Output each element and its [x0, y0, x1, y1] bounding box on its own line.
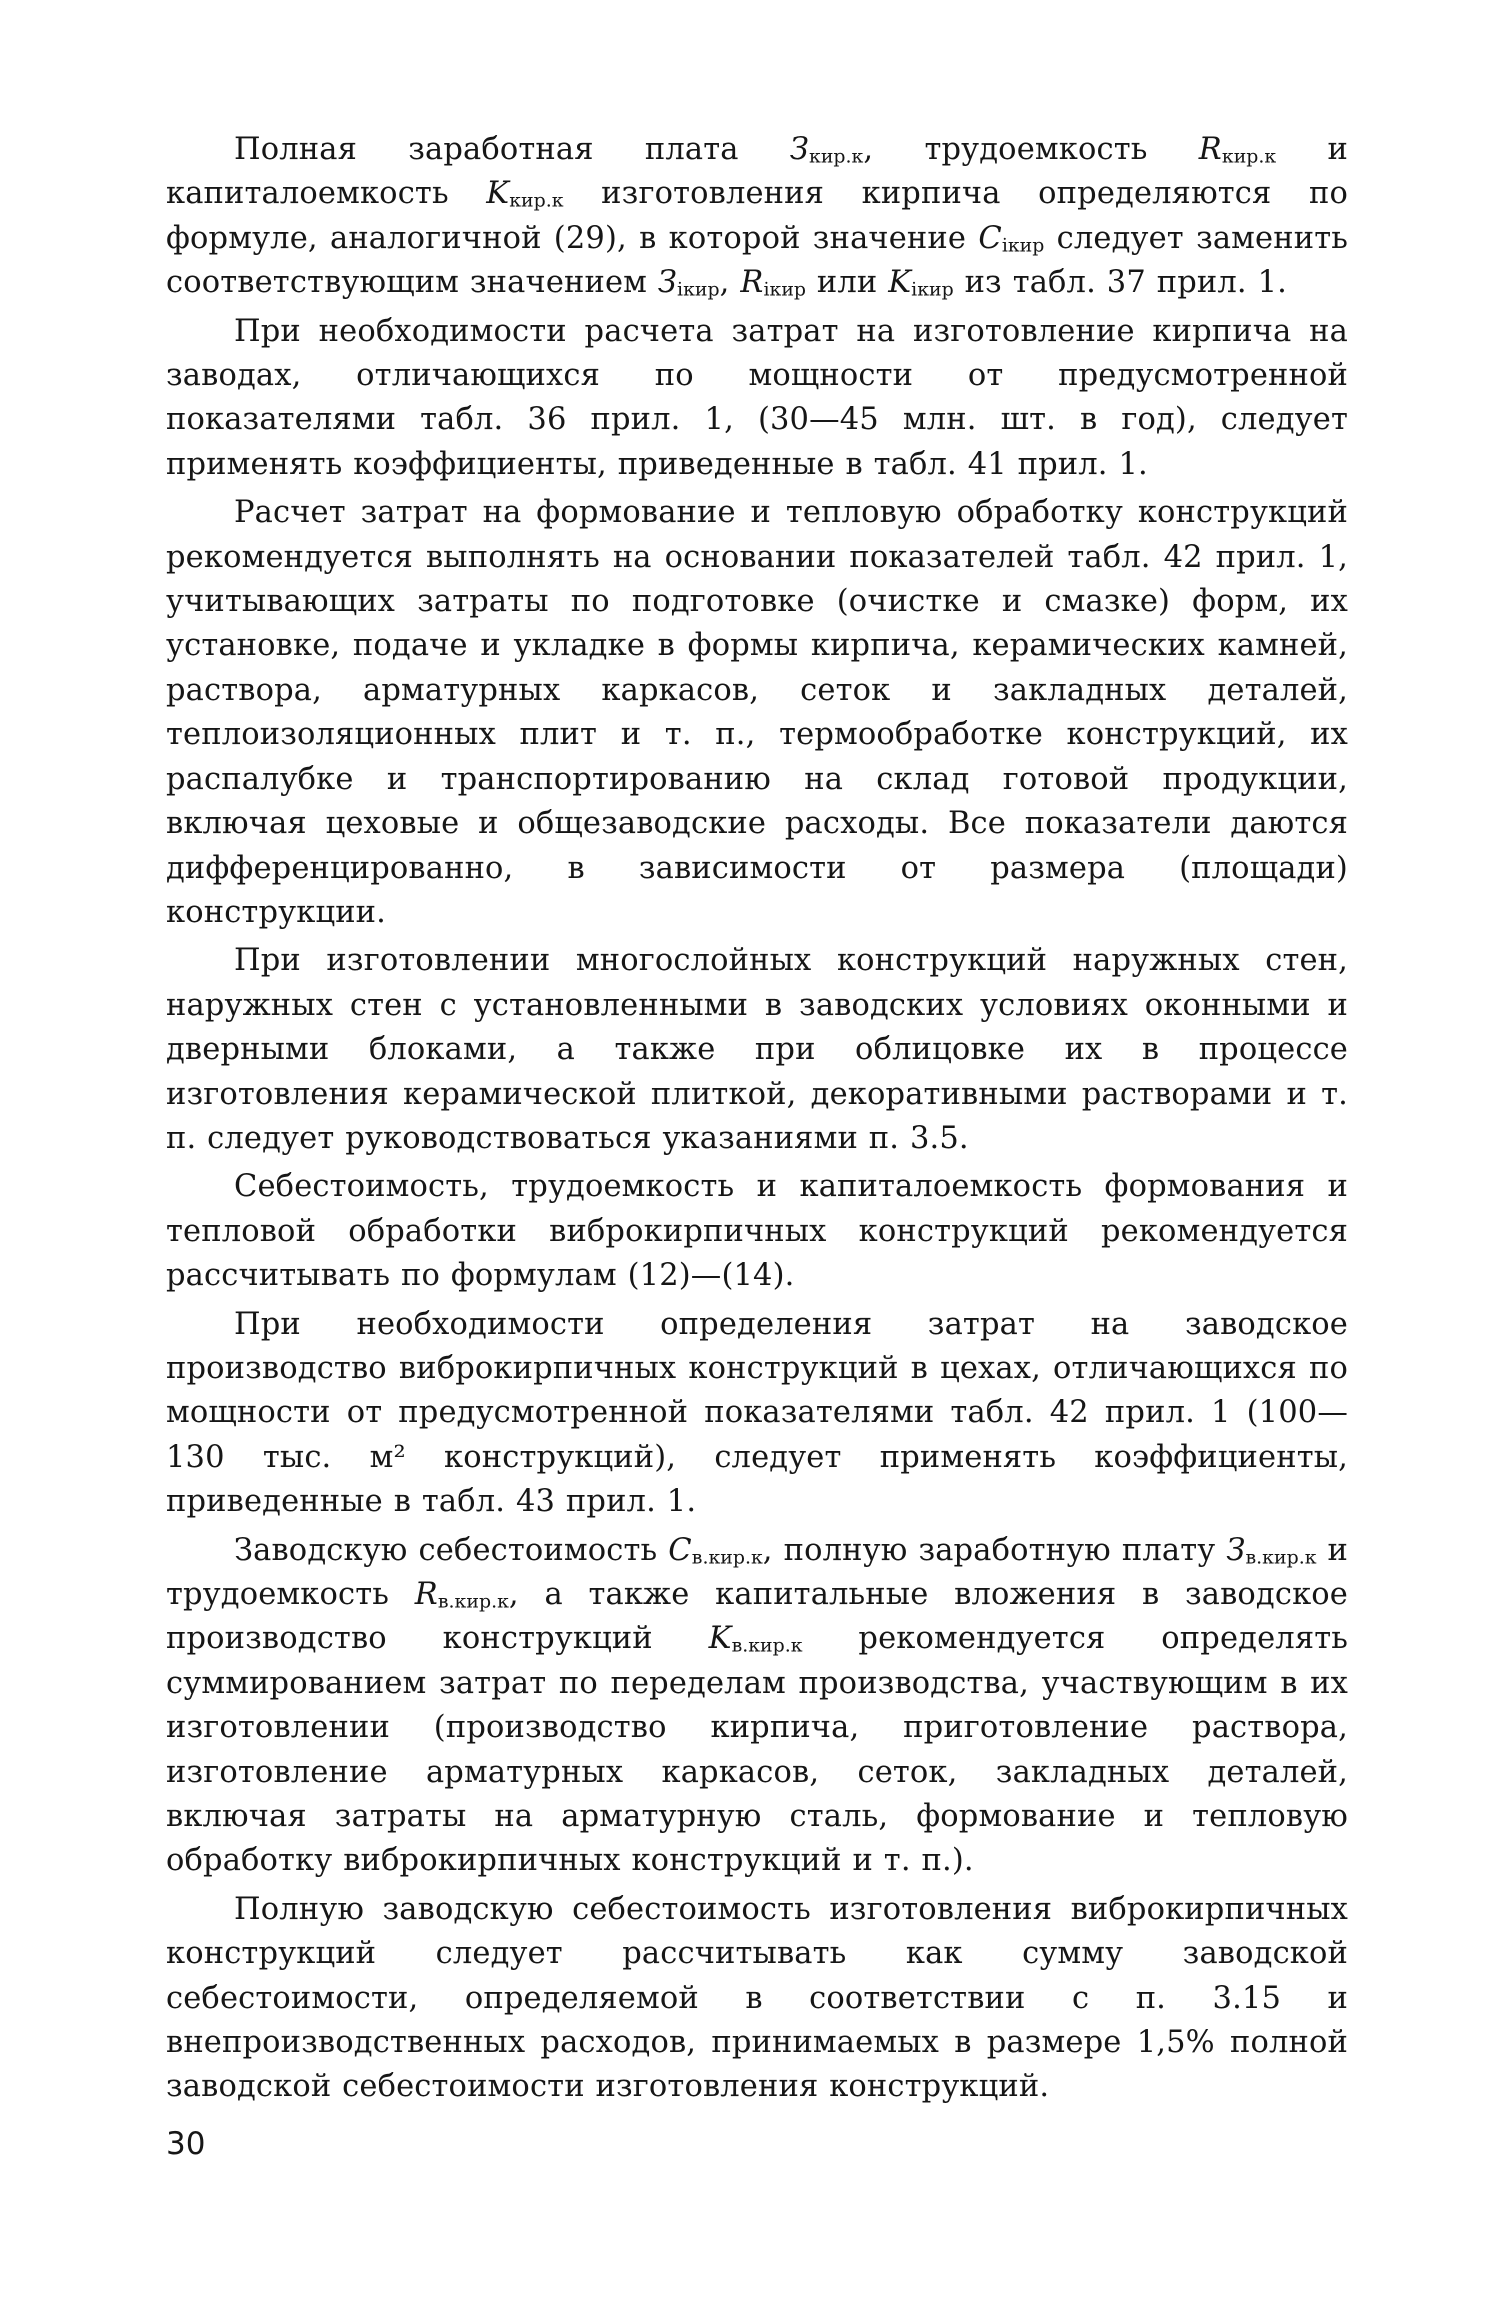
formula-symbol [658, 265, 720, 300]
symbol-letter: K [486, 176, 510, 212]
formula-symbol [668, 1533, 763, 1568]
paragraph-text: Полная заработная плата [234, 132, 790, 167]
paragraph-4 [166, 939, 1348, 1161]
paragraph-7 [166, 1529, 1348, 1884]
formula-symbol [1226, 1533, 1316, 1568]
paragraph-text: Полную заводскую себестоимость изготовления виброкирпичных конструкций следует рассчитывать как сумму заводской себестоимости, определяемой в соответствии с п. 3.15 и внепроизводственных расходов, принимаемых в размере 1,5% полной заводской себестоимости изготовления конструкций. [166, 1891, 1348, 2105]
symbol-subscript: кир.к [809, 145, 864, 168]
page-body [166, 128, 1348, 2114]
paragraph-text: , трудоемкость [863, 132, 1199, 167]
symbol-letter: K [708, 1621, 732, 1657]
paragraph-text: и трудоемкость [166, 1532, 1348, 1612]
paragraph-text: изготовления кирпича определяются по формуле, аналогичной (29), в которой значение [166, 176, 1348, 256]
paragraph-text: При необходимости определения затрат на заводское производство виброкирпичных конструкций в цехах, отличающихся по мощности от предусмотренной показателями табл. 42 прил. 1 (100—130 тыс. м² конструкций), следует применять коэффициенты, приведенные в табл. 43 прил. 1. [166, 1306, 1348, 1520]
paragraph-8 [166, 1888, 1348, 2110]
paragraph-text: Себестоимость, трудоемкость и капиталоемкость формования и тепловой обработки виброкирпичных конструкций рекомендуется рассчитывать по формулам (12)—(14). [166, 1169, 1348, 1294]
paragraph-5 [166, 1165, 1348, 1298]
formula-symbol [740, 265, 806, 300]
page-number: 30 [166, 2126, 206, 2162]
paragraph-text: или [806, 265, 889, 301]
paragraph-text: , а также капитальные вложения в заводское производство конструкций [166, 1577, 1349, 1657]
symbol-subscript: кир.к [1221, 145, 1277, 168]
symbol-letter: K [888, 265, 912, 301]
paragraph-text: Заводскую себестоимость [234, 1532, 669, 1568]
paragraph-2 [166, 310, 1348, 488]
symbol-letter: З [789, 132, 809, 167]
paragraph-text: и капиталоемкость [166, 132, 1348, 212]
paragraph-text: , полную заработную плату [762, 1532, 1227, 1568]
symbol-subscript: iкир [677, 278, 720, 301]
symbol-subscript: в.кир.к [1245, 1545, 1317, 1568]
symbol-subscript: кир.к [509, 189, 564, 212]
symbol-subscript: iкир [1001, 234, 1045, 257]
paragraph-text: При изготовлении многослойных конструкций наружных стен, наружных стен с установленными в заводских условиях оконными и дверными блоками, а также при облицовке их в процессе изготовления керамической плиткой, декоративными растворами и т. п. следует руководствоваться указаниями п. 3.5. [166, 943, 1348, 1156]
symbol-letter: R [1198, 132, 1222, 167]
formula-symbol [415, 1577, 509, 1612]
paragraph-1 [166, 128, 1348, 306]
symbol-letter: C [978, 220, 1002, 256]
symbol-letter: R [414, 1577, 438, 1612]
formula-symbol [888, 265, 954, 300]
symbol-subscript: в.кир.к [731, 1634, 803, 1657]
symbol-letter: З [1226, 1532, 1246, 1568]
symbol-letter: З [657, 265, 678, 301]
symbol-subscript: iкир [911, 278, 954, 301]
formula-symbol [709, 1621, 803, 1656]
paragraph-text: рекомендуется определять суммированием затрат по переделам производства, участвующим в их изготовлении (производство кирпича, приготовление раствора, изготовление арматурных каркасов, сеток, закладных деталей, включая затраты на арматурную сталь, формование и тепловую обработку виброкирпичных конструкций и т. п.). [166, 1621, 1348, 1879]
paragraph-3 [166, 491, 1348, 935]
symbol-subscript: iкир [763, 278, 807, 301]
paragraph-text: Расчет затрат на формование и тепловую обработку конструкций рекомендуется выполнять на основании показателей табл. 42 прил. 1, учитывающих затраты по подготовке (очистке и смазке) форм, их установке, подаче и укладке в формы кирпича, керамических камней, раствора, арматурных каркасов, сеток и закладных деталей, теплоизоляционных плит и т. п., термообработке конструкций, их распалубке и транспортированию на склад готовой продукции, включая цеховые и общезаводские расходы. Все показатели даются дифференцированно, в зависимости от размера (площади) конструкции. [166, 495, 1348, 930]
symbol-subscript: в.кир.к [691, 1545, 763, 1568]
formula-symbol [486, 176, 563, 211]
paragraph-6 [166, 1303, 1348, 1525]
symbol-letter: R [740, 265, 764, 301]
paragraph-text: следует заменить соответствующим значением [166, 220, 1348, 301]
symbol-subscript: в.кир.к [437, 1590, 509, 1613]
formula-symbol [790, 132, 864, 167]
paragraph-text: При необходимости расчета затрат на изготовление кирпича на заводах, отличающихся по мощности от предусмотренной показателями табл. 36 прил. 1, (30—45 млн. шт. в год), следует применять коэффициенты, приведенные в табл. 41 прил. 1. [166, 313, 1348, 482]
formula-symbol [1199, 132, 1276, 167]
paragraph-text: , [719, 265, 741, 301]
symbol-letter: C [668, 1532, 692, 1568]
formula-symbol [978, 221, 1044, 256]
paragraph-text: из табл. 37 прил. 1. [953, 265, 1287, 301]
